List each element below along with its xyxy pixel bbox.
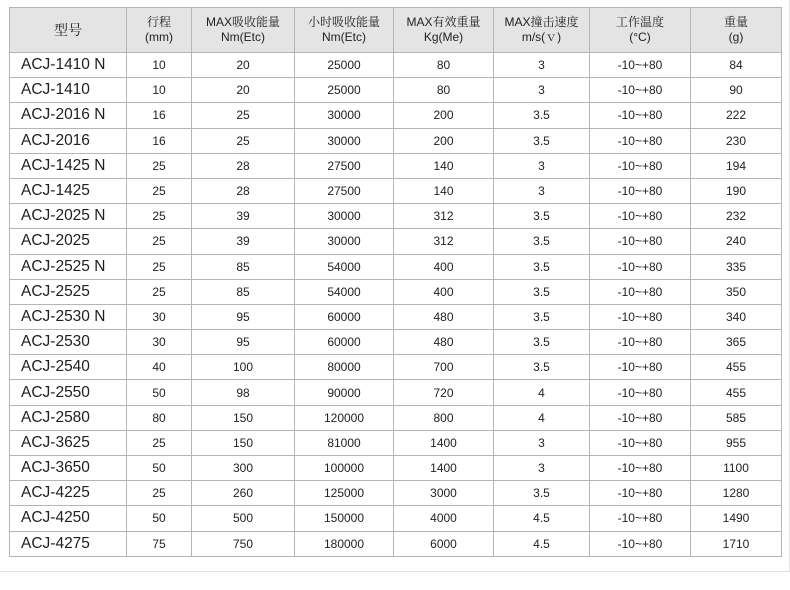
table-cell: 150000 bbox=[295, 506, 394, 531]
model-cell: ACJ-2525 bbox=[10, 279, 127, 304]
column-header bbox=[295, 8, 394, 53]
table-row bbox=[10, 506, 782, 531]
table-row bbox=[10, 279, 782, 304]
table-cell: 180000 bbox=[295, 531, 394, 556]
table-cell: 1400 bbox=[394, 430, 494, 455]
table-cell: 95 bbox=[192, 304, 295, 329]
model-cell: ACJ-4225 bbox=[10, 481, 127, 506]
model-cell: ACJ-2025 bbox=[10, 229, 127, 254]
table-cell: 455 bbox=[691, 355, 782, 380]
table-row bbox=[10, 103, 782, 128]
table-cell: 81000 bbox=[295, 430, 394, 455]
table-row bbox=[10, 153, 782, 178]
table-cell: 40 bbox=[127, 355, 192, 380]
table-cell: 16 bbox=[127, 128, 192, 153]
table-cell: 3.5 bbox=[494, 229, 590, 254]
table-cell: 50 bbox=[127, 506, 192, 531]
table-cell: 750 bbox=[192, 531, 295, 556]
table-cell: 10 bbox=[127, 78, 192, 103]
model-cell: ACJ-4250 bbox=[10, 506, 127, 531]
table-cell: 720 bbox=[394, 380, 494, 405]
table-cell: -10~+80 bbox=[590, 355, 691, 380]
model-cell: ACJ-2025 N bbox=[10, 204, 127, 229]
table-cell: 80000 bbox=[295, 355, 394, 380]
table-cell: 100000 bbox=[295, 456, 394, 481]
table-cell: -10~+80 bbox=[590, 53, 691, 78]
table-cell: 150 bbox=[192, 405, 295, 430]
table-cell: 16 bbox=[127, 103, 192, 128]
table-cell: 700 bbox=[394, 355, 494, 380]
table-row bbox=[10, 53, 782, 78]
table-cell: 300 bbox=[192, 456, 295, 481]
table-cell: 230 bbox=[691, 128, 782, 153]
table-cell: 80 bbox=[394, 53, 494, 78]
table-row bbox=[10, 430, 782, 455]
table-cell: 3000 bbox=[394, 481, 494, 506]
model-cell: ACJ-2530 bbox=[10, 330, 127, 355]
table-cell: 3 bbox=[494, 430, 590, 455]
table-cell: 365 bbox=[691, 330, 782, 355]
model-cell: ACJ-2540 bbox=[10, 355, 127, 380]
model-cell: ACJ-2016 bbox=[10, 128, 127, 153]
model-cell: ACJ-2016 N bbox=[10, 103, 127, 128]
table-cell: 10 bbox=[127, 53, 192, 78]
column-header-unit: (g) bbox=[728, 30, 744, 44]
model-cell: ACJ-3625 bbox=[10, 430, 127, 455]
table-row bbox=[10, 355, 782, 380]
table-cell: 3.5 bbox=[494, 330, 590, 355]
table-cell: 75 bbox=[127, 531, 192, 556]
table-cell: 1490 bbox=[691, 506, 782, 531]
table-cell: 84 bbox=[691, 53, 782, 78]
column-header-title: 小时吸收能量 bbox=[307, 15, 380, 29]
column-header-title: 重量 bbox=[723, 15, 748, 29]
table-cell: 335 bbox=[691, 254, 782, 279]
table-cell: -10~+80 bbox=[590, 279, 691, 304]
table-cell: -10~+80 bbox=[590, 430, 691, 455]
model-cell: ACJ-2525 N bbox=[10, 254, 127, 279]
table-cell: 80 bbox=[127, 405, 192, 430]
table-cell: 60000 bbox=[295, 304, 394, 329]
table-cell: 4 bbox=[494, 405, 590, 430]
table-cell: 50 bbox=[127, 380, 192, 405]
table-cell: 1710 bbox=[691, 531, 782, 556]
table-cell: 100 bbox=[192, 355, 295, 380]
table-cell: 4 bbox=[494, 380, 590, 405]
table-cell: 25000 bbox=[295, 53, 394, 78]
table-cell: 200 bbox=[394, 128, 494, 153]
table-cell: 1400 bbox=[394, 456, 494, 481]
column-header-title: 行程 bbox=[146, 15, 171, 29]
table-cell: 90 bbox=[691, 78, 782, 103]
table-cell: -10~+80 bbox=[590, 481, 691, 506]
model-cell: ACJ-1410 bbox=[10, 78, 127, 103]
table-cell: 232 bbox=[691, 204, 782, 229]
column-header-title: 型号 bbox=[54, 21, 82, 38]
spec-table bbox=[9, 7, 782, 557]
table-cell: 25 bbox=[192, 103, 295, 128]
column-header-unit: (°C) bbox=[629, 30, 651, 44]
table-cell: 120000 bbox=[295, 405, 394, 430]
table-cell: 400 bbox=[394, 254, 494, 279]
table-cell: -10~+80 bbox=[590, 204, 691, 229]
table-cell: 455 bbox=[691, 380, 782, 405]
table-cell: 25 bbox=[127, 153, 192, 178]
table-cell: 140 bbox=[394, 178, 494, 203]
table-cell: 150 bbox=[192, 430, 295, 455]
table-cell: 30 bbox=[127, 304, 192, 329]
table-cell: 25 bbox=[127, 178, 192, 203]
column-header-title: MAX吸收能量 bbox=[205, 15, 280, 29]
table-cell: 3.5 bbox=[494, 304, 590, 329]
column-header-unit: Nm(Etc) bbox=[221, 30, 265, 44]
table-cell: 90000 bbox=[295, 380, 394, 405]
model-cell: ACJ-4275 bbox=[10, 531, 127, 556]
table-row bbox=[10, 330, 782, 355]
table-cell: 312 bbox=[394, 229, 494, 254]
header-row bbox=[10, 8, 782, 53]
table-row bbox=[10, 531, 782, 556]
table-cell: 3 bbox=[494, 456, 590, 481]
table-cell: 3.5 bbox=[494, 103, 590, 128]
table-cell: -10~+80 bbox=[590, 531, 691, 556]
column-header bbox=[127, 8, 192, 53]
table-cell: 1280 bbox=[691, 481, 782, 506]
table-cell: 30000 bbox=[295, 229, 394, 254]
table-cell: 25 bbox=[127, 229, 192, 254]
table-cell: -10~+80 bbox=[590, 229, 691, 254]
table-row bbox=[10, 229, 782, 254]
model-cell: ACJ-1425 N bbox=[10, 153, 127, 178]
table-cell: 3 bbox=[494, 178, 590, 203]
table-cell: 3.5 bbox=[494, 481, 590, 506]
table-cell: 25000 bbox=[295, 78, 394, 103]
table-cell: 340 bbox=[691, 304, 782, 329]
table-cell: 28 bbox=[192, 153, 295, 178]
column-header bbox=[394, 8, 494, 53]
table-cell: 25 bbox=[127, 254, 192, 279]
table-row bbox=[10, 204, 782, 229]
table-cell: 3.5 bbox=[494, 128, 590, 153]
table-cell: 95 bbox=[192, 330, 295, 355]
column-header-title: MAX有效重量 bbox=[406, 15, 481, 29]
column-header-unit: (mm) bbox=[145, 30, 173, 44]
table-cell: 3.5 bbox=[494, 279, 590, 304]
table-cell: 500 bbox=[192, 506, 295, 531]
table-cell: 200 bbox=[394, 103, 494, 128]
table-cell: 312 bbox=[394, 204, 494, 229]
table-cell: -10~+80 bbox=[590, 456, 691, 481]
table-cell: 39 bbox=[192, 229, 295, 254]
table-row bbox=[10, 178, 782, 203]
table-row bbox=[10, 78, 782, 103]
column-header bbox=[494, 8, 590, 53]
column-header-unit: Kg(Me) bbox=[423, 30, 464, 44]
table-cell: 20 bbox=[192, 78, 295, 103]
table-cell: 350 bbox=[691, 279, 782, 304]
table-cell: 50 bbox=[127, 456, 192, 481]
table-row bbox=[10, 128, 782, 153]
table-cell: 194 bbox=[691, 153, 782, 178]
table-cell: 3.5 bbox=[494, 254, 590, 279]
table-cell: 222 bbox=[691, 103, 782, 128]
table-cell: -10~+80 bbox=[590, 506, 691, 531]
table-cell: 25 bbox=[127, 204, 192, 229]
table-cell: 6000 bbox=[394, 531, 494, 556]
model-cell: ACJ-1410 N bbox=[10, 53, 127, 78]
column-header bbox=[590, 8, 691, 53]
model-cell: ACJ-2530 N bbox=[10, 304, 127, 329]
table-cell: 39 bbox=[192, 204, 295, 229]
table-cell: 27500 bbox=[295, 178, 394, 203]
column-header bbox=[10, 8, 127, 53]
model-cell: ACJ-3650 bbox=[10, 456, 127, 481]
table-cell: 140 bbox=[394, 153, 494, 178]
table-cell: 54000 bbox=[295, 254, 394, 279]
table-cell: -10~+80 bbox=[590, 128, 691, 153]
table-cell: 125000 bbox=[295, 481, 394, 506]
table-cell: -10~+80 bbox=[590, 254, 691, 279]
column-header-title: 工作温度 bbox=[615, 15, 664, 29]
table-cell: -10~+80 bbox=[590, 153, 691, 178]
table-cell: 20 bbox=[192, 53, 295, 78]
table-cell: 3 bbox=[494, 153, 590, 178]
table-row bbox=[10, 304, 782, 329]
table-cell: 955 bbox=[691, 430, 782, 455]
table-cell: -10~+80 bbox=[590, 103, 691, 128]
table-row bbox=[10, 380, 782, 405]
table-cell: 4000 bbox=[394, 506, 494, 531]
table-row bbox=[10, 456, 782, 481]
table-cell: 25 bbox=[127, 279, 192, 304]
table-cell: 25 bbox=[127, 481, 192, 506]
table-cell: 25 bbox=[127, 430, 192, 455]
table-cell: 85 bbox=[192, 279, 295, 304]
table-cell: 3.5 bbox=[494, 355, 590, 380]
table-row bbox=[10, 481, 782, 506]
table-cell: 190 bbox=[691, 178, 782, 203]
table-cell: 3.5 bbox=[494, 204, 590, 229]
column-header-unit: m/s(ｖ) bbox=[521, 30, 562, 44]
column-header-title: MAX撞击速度 bbox=[504, 15, 579, 29]
table-cell: 4.5 bbox=[494, 531, 590, 556]
table-cell: -10~+80 bbox=[590, 304, 691, 329]
model-cell: ACJ-2580 bbox=[10, 405, 127, 430]
table-cell: 98 bbox=[192, 380, 295, 405]
table-cell: 240 bbox=[691, 229, 782, 254]
table-cell: -10~+80 bbox=[590, 330, 691, 355]
table-row bbox=[10, 254, 782, 279]
table-cell: -10~+80 bbox=[590, 380, 691, 405]
table-cell: 585 bbox=[691, 405, 782, 430]
table-cell: 30000 bbox=[295, 103, 394, 128]
table-body bbox=[10, 53, 782, 557]
table-cell: 4.5 bbox=[494, 506, 590, 531]
table-cell: 30000 bbox=[295, 204, 394, 229]
column-header bbox=[691, 8, 782, 53]
table-cell: 54000 bbox=[295, 279, 394, 304]
table-cell: 27500 bbox=[295, 153, 394, 178]
table-row bbox=[10, 405, 782, 430]
table-cell: 480 bbox=[394, 330, 494, 355]
table-cell: 3 bbox=[494, 53, 590, 78]
column-header bbox=[192, 8, 295, 53]
table-cell: -10~+80 bbox=[590, 405, 691, 430]
table-cell: 30000 bbox=[295, 128, 394, 153]
model-cell: ACJ-2550 bbox=[10, 380, 127, 405]
table-cell: 400 bbox=[394, 279, 494, 304]
table-cell: -10~+80 bbox=[590, 78, 691, 103]
model-cell: ACJ-1425 bbox=[10, 178, 127, 203]
table-cell: 80 bbox=[394, 78, 494, 103]
table-cell: 85 bbox=[192, 254, 295, 279]
table-cell: 25 bbox=[192, 128, 295, 153]
table-cell: 260 bbox=[192, 481, 295, 506]
table-cell: 800 bbox=[394, 405, 494, 430]
column-header-unit: Nm(Etc) bbox=[322, 30, 366, 44]
table-cell: 3 bbox=[494, 78, 590, 103]
table-cell: 60000 bbox=[295, 330, 394, 355]
table-cell: 30 bbox=[127, 330, 192, 355]
table-cell: 1100 bbox=[691, 456, 782, 481]
table-cell: 480 bbox=[394, 304, 494, 329]
table-cell: 28 bbox=[192, 178, 295, 203]
table-cell: -10~+80 bbox=[590, 178, 691, 203]
